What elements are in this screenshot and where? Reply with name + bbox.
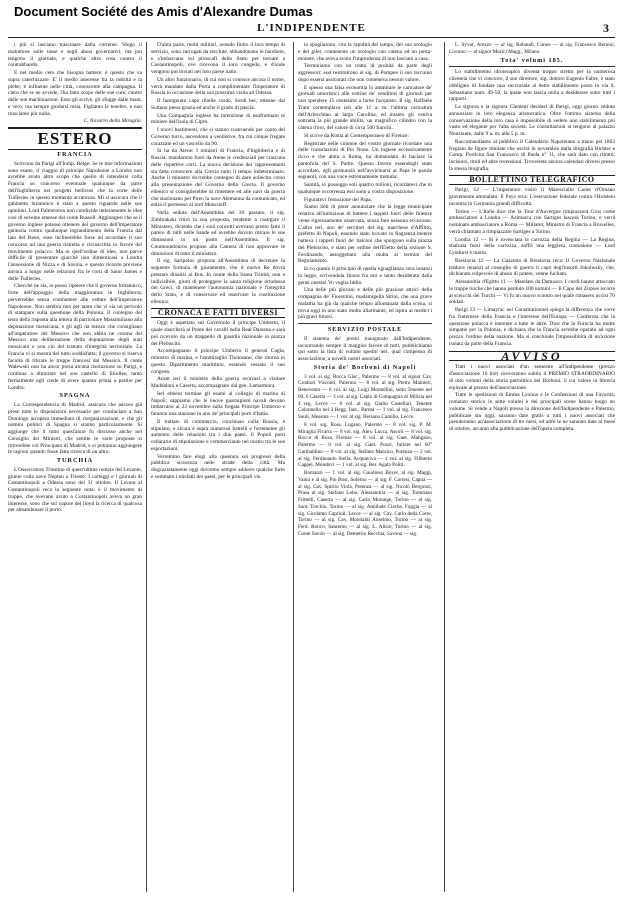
telegram-item: Breslavia 12 — La Gazzetta di Breslavia reca: Il Governo Nazionale traduce innanzi al consiglio di guerra il capo degl'insorti Jokolwsky, che, dichiarato colpevole di abuso di potere, venne fucilato.: [449, 257, 615, 278]
article-paragraph: Una delle più giovani e delle più graziose attrici della compagnia de' Fiorentini, madamigella Strini, che una grave malattia ha già da qualche tempo allontanata dalla scena, si trova oggi in uno stato molto allarmante, ed ispira ai medici i più gravi timori.: [298, 287, 432, 321]
divider: [449, 66, 615, 67]
article-paragraph: Lo stabilimento idroterapico diventa troppo stretto per la numerosa clientela che vi concorre, il suo direttore, sig. dottore Eugenio Fabre, è stato obbligato di fondare una succursale al detto stabilimento posto in via S. Sebastiano num. 49-50, la quale non lascia nulla a desiderare sotto tutti i rapporti.: [449, 69, 615, 103]
notice-paragraph: Tutti i nuovi associati d'un semestre all'Indipendente (prezzo d'associazione 16 lire) riceveranno subito il PREMIO STRAORDINARIO di otto volumi della storia patriottica dei Borboni, il cui valore in libreria equivale al prezzo dell'associazione.: [449, 364, 615, 391]
telegram-item: Alessandria d'Egitto 11 — Mandato da Damasco. I curdi hanno attaccato le truppe turche che hanno perduto 100 uomini — Il Capo del Zirpies iscorre ai sceicchi dei Turchi — Vi fu un nuovo scontro nel quale rimasero uccisi 70 soldati.: [449, 279, 615, 306]
article-paragraph: Avant ieri il ministro della guerra recavasi a visitare Maddaloni e Caserta, accompagnato dal gen. Lamarmora.: [151, 376, 285, 389]
article-paragraph: I nuovi bastimenti, che si stanno costruendo per conto del Governo turco, ascendono a ventinove, fra cui cinque fregate corazzate ed un vascello da 90.: [151, 127, 285, 147]
article-paragraph: Siamo lieti di poter annunziare che la legge municipale relativa all'inibizione di battere i tappeti fuori delle finestre viene rigorosamente osservata, senza fare nessuna eccezione. L'altro ieri, uno de' servitori del sig. marchese d'Afflitto, prefetto di Napoli, essendo stato trovato in flagranza mentre batteva i tappeti fuori de' balconi che sporgono sulla piazza del Plebiscito, è stato per ordine dell'Eletto della sezione S. Ferdinando, assoggettato alla multa ai termini del Regolamento.: [298, 204, 432, 265]
notice-paragraph: Tutte le spedizioni di Emma Lyonna e le Confessioni di una Favorita, romanzo storico in sette volumi e dei principali scene hanno luogo un volume. Si vende a Napoli presso la direzione dell'Indipendente e Palermo, pubblicate sin oggi, saranno date gratis a tutti i nuovi associati che prenderanno un'associazione di tre mesi, ed altre le ne saranno date al mese di ottobre, accanto alla pubblicazione dell'opera completa.: [449, 392, 615, 432]
column-divider: [146, 42, 147, 892]
section-heading-estero: ESTERO: [8, 127, 142, 150]
article-paragraph: Registrate nelle colonne del vostro giornale ricordare una delle consolazioni di Pio Nono. Un inglese eccessivamente ricco e che abita a Roma, ha domandato di baciare la pantofola del S. Padre. Questo favore essendogli stato accordato, egli pronunziò nell'avvicinarsi al Papa le parole seguenti, con una voce estremamente tremula:: [298, 140, 432, 181]
article-paragraph: Il trattato di commercio, conchiuso colla Russia, è stipulato, e sicura è sopra numerosi battelli e fortemente gli aumento delle relazioni tra i due paesi. Il Popoli porti cellarario di stipulazione e commerciante nel nostro tra le sue esportazioni.: [151, 418, 285, 452]
telegram-item: Torino — L'Italie dice che la Tour d'Auvergne rimpiazzerà Gros come ambasciatore a Londra — Azimarca con Sartiges lascerà Torino, e verrà nominato ambasciatore a Roma — Millaret, Ministro di Francia a Bruxelles, verrà chiamato a rimpiazzare Sartiges a Torino.: [449, 208, 615, 235]
article-paragraph: Il sistema de' premi inaugurato dall'Indipendente, incontrando sempre il maggior favore di tutti, pubblichiamo qui sotto la lista di volumi spediti ieri, qual compenso di associazione, a novelli nostri associati.: [298, 335, 432, 362]
subheading-turchia: TURCHIA: [56, 457, 94, 464]
article-paragraph: E spesso una falsa economia lo ammirare le caricature de' giornali umoristici alle vetrine de' venditori di giornali per non spendere 15 centesimi a farne l'acquisto. Il sig. Raffaele Trani contemplava ieri alle 11 a. m. l'ultima caricatura dell'Arlecchino al largo Carolina, ed intanto gli veniva sottratta la più grande abilità, un magnifico cilindro con la catena d'oro, del valore di circa 500 franchi.: [298, 84, 432, 131]
newspaper-title: L'INDIPENDENTE: [257, 22, 366, 34]
telegram-item: Parigi, 12 — L'imperatore visitò il Maresciallo Conte d'Ornano gravemente ammalato. Il Pays reca: L'esecuzione federale contro l'Holstein incontra in Germania grandi difficoltà.: [449, 187, 615, 207]
article-paragraph: La Correspondencia di Madrid, assicura che ancora già prese tutte le disposizioni necessarie per cominciare a San Domingo un'opera immediata di riorganizzazione, e che gli uomini politici di Spagna si stanno particolarmente. Si aggiunge che il tutto quest'anno fu discusso anche nel Consiglio dei Ministri, che sentite le varie proposte si ritirerebbe col Principato di Madrid, e si potranno aggiungere le ragioni quando fosse fatta ricerca di un altro.: [8, 402, 142, 456]
column-3: [298, 42, 432, 894]
header-rule: [8, 37, 615, 38]
page-number: 3: [603, 21, 609, 35]
article-paragraph: Terminiamo con un tratto di probità da parte degli aggressori: essi restituirono al sig. di Pompeo il suo taccuino dopo essersi assicurati che non conteneva nessun valore.: [298, 63, 432, 83]
section-heading-cronaca: CRONACA E FATTI DIVERSI: [151, 308, 285, 319]
divider: [298, 323, 432, 324]
article-paragraph: Il famigerato capo ribelle curdo, Sordi bei, ottenne dal Sultano piena grazia ed anche il grado di pascià.: [151, 98, 285, 111]
subheading-francia: FRANCIA: [57, 151, 93, 158]
article-paragraph: Oggi è aspettato sul Governolo il principe Umberto, il quale sbarcherà al Ponte dei cavalli nella Real Darsena e sarà poi ricevuto da un drappello di guardia nazionale in piazza del Plebiscito.: [151, 320, 285, 347]
column-4: [449, 42, 615, 894]
article-paragraph: Raccomandiamo al pubblico il Calendario Napoletano a mano pel 1863 fregiato de figure miniate che uscirà in novembre dalla litografia Richter e Comp. Porticita San Francesco di Paola n° 11, che sarà dato con ritratti, incisioni, titoli ed altre recensioni. Trovereste ancora calendari diversi presso la stessa litografia.: [449, 138, 615, 172]
telegram-item: Londra 12 — Si è rovesciata la carrozza della Regina — La Regina, sbalzata fuori della carrozza, soffrì una leggiera contusione — Lord Lyndurst è morto.: [449, 236, 615, 256]
article-paragraph: Si ha da Atene: I ministri di Francia, d'Inghilterra e di Russia, mandarono fuori da Atene le credenziali per ciascuna delle rispettive corti. La nuova decisione dei rappresentanti sia fatta conoscere alla Grecia tutto il tempo indeterminato. Anche il ministro dovrebbe contegno di dare sollecito corso alla presentazione del Governo della Grecia. Il governo ellenico si consiglierebbe di rimettere ed alle navi da guerra che stazionano pel Pireo la nave Alemanna da comunicato, ed entra il permesso al lord Moncrieff.: [151, 148, 285, 209]
article-paragraph: Nella seduta dell'Assemblea del 30 passato, il sig. Zimbrakaki ritirò la sua proposta, tendente a castigare il Ministero, dicendo che i suoi concetti avevano presto fatto il parere di tutti nelle bande ed avrebbe dovuto ritirare le sue dimissioni in un posto nell'Assemblea. Il sig. Coumoundouros propose alla Camera di non approvare le dimissioni di tutto il ministero.: [151, 210, 285, 257]
article-paragraph: Ecco questo il principio di quella uguaglianza vera innanzi la legge, scrivendola finora fra noi e tanto desiderata dalla gente onesta! Vo voglia Iddio.: [298, 266, 432, 286]
article-paragraph: La signora e la signora Clement desideri di Parigi, oggi giorno veduto annunziare in loro eleganza aristocratica. Oltre l'ottimo sistema della conservazione della loro casa è impossibile di vedere uno stabilimento più vasto ed elegante per l'alta società. Le consultazioni si tengono al palazzo Nunziante, dalle 9 a. m. alle 5 p. m.: [449, 104, 615, 137]
column-2: [151, 42, 285, 894]
article-paragraph: Un altro funzionario, di cui non si conosce ancora il nome, verrà mandato dalla Porta a complimentare l'imperatore di Russia in occasione della sua prossima visita ad Odessa.: [151, 76, 285, 97]
column-divider: [444, 42, 445, 892]
article-paragraph: Figuratevi l'emozione del Papa.: [304, 196, 373, 203]
article-paragraph: Checchè ne sia, io posso ripetere che il governo britannico, forte dell'appoggio della maggioranza in Inghilterra, perverrebbe senza combattere alle vedute dell'imperatore Napoleone. Non sembra non per tanto che vi sia un pericolo di stampare sulla questione della Polonia. Il contegno del testo della risposta alla lettera di particolare Massimiliano alla deputazione messicana, e gli agli da mezzo che consigliano all'imperatore del Messico che non abbia ne corona del Messico una deliberazione della deputazione degli stati messicani e non ciò del trattato d'integrità territoriale. La Francia vi si mostra del tutto soddisfatta; il governo si riserva facoltà di ritirare le truppe francesi dal Messico. Il conte Walewski non ha ancor presa alcuna risoluzione su Parigi, e continua a dimorare nel suo castello di Etiolles; tanto fermamente egli crede di avere quanto prima a partire per Londra.: [8, 283, 142, 391]
column-1: [8, 42, 142, 894]
article-paragraph: Il sig. Saripolos propone all'Assemblea di decretare la seguente formula di giuramento, che il nuovo Re dovrà prestare dinanzi ai Bus. In nome della Santa Trinità, non e indivisibile, giuro di proteggere la santa religione ortodossa dei Greci, di mantenere l'autonomia nazionale e l'integrità dello Stato, e di conservare ed osservare la costituzione ellenica.: [151, 258, 285, 305]
article-paragraph: Una Compagnia inglese ha intenzione di usufruttuare le miniere dell'isola di Cipro.: [151, 112, 285, 126]
total-volumes: Tota' volumi 185.: [500, 56, 564, 64]
shipment-list: Romanzi — 1 vol. al sig. Gaudioso Boyer, al sig. Maggi, Vanni e al sig. Pio Bosi, Solerno — al sig. F. Cortesi, Capua — al sig. Cav. Spirito Viola, Potenza — al sig. Nicolò Bergonzi, Prasa al sig. Stefano Lobo, Alessandria — al sig. Tommaso Frittelli, Caserta — al sig. Carlo Morange, Torino — al sig. Sant. Torchio, Torino — al sig. Annibale Ciorba, Foggia — al sig. Girolamo Caprioli, Lecce — al sig. Cav. Carlo della Corte, Torino — al sig. Cav. Mondaldi Anselmo, Torino — al sig. Ferd. Ronco, Sanremo — al sig. L. Alisio, Torino — al sig. Conte Savoir — al sig. Demetrio Recchia, Savona — sig.: [298, 470, 432, 537]
shipment-list: 8 vol. sig. Ross. Lugano, Palermo — 8 vol. sig. P. M. Miraglia Ficarra — 8 vol. sig. Alex. Lucca, Ascoli — 8 vol. sig. Rocco di Rosa, Firenze — 8 vol. al sig. Gaet. Mangano, Palermo — 8 vol. al sig. Gaet. Pozzi, furiere nel 60° Garibaldino — 8 vol. al sig. Stefano Marzico, Potenza — 2 vol. al sig. Ferdinando Stella, Acquaviva — 1 vol. al sig. Filiberto Cappei, Mondovì — 1 vol. al sig. Ber. Agata Politi.: [298, 421, 432, 469]
shipment-list: 3 vol. al sig. Rocca Giac., Palermo — 8 vol. al signor Cav. Crodiori Visconti, Palermo — 8 vol. al sig. Pietro Mainieri, Benevento — 8 vol. al sig. Luigi Montellini, sotto Tenente nel 60, 6 Caserta — 3 vol. al sig. Caplo di Compagnia di Milizia nel 4 reg. Lecce — 8 vol. al sig. Giulio Castellari, Tenente Colonnello nel 3 Regg. fant., Parma — 1 vol. al sig. Francesco Sauli, Messina — 1 vol. al sig. Bersano Camillo, Lecce.: [298, 373, 432, 420]
article-paragraph: i più si lasciano trascinare dalla corrente. Sfogo il malumore sulle tasse e sugli abusi governativi, ma poi tengono il giornale, e qualche altra cosa contro il contrabbando.: [8, 42, 142, 69]
section-heading-bollettino: BOLLETTINO TELEGRAFICO: [449, 175, 615, 186]
author-signature: C. Navarro della Miraglia.: [83, 118, 142, 125]
article-paragraph: Accompagnano il principe Umberto il general Cugia, ministro di marina, e l'ammiraglio Tholosano, che ritorna in questo Dipartimento marittimo, essendo cessato il suo congedo.: [151, 348, 285, 375]
section-heading-servizio-postale: SERVIZIO POSTALE: [327, 327, 403, 333]
subheading-spagna: SPAGNA: [59, 392, 91, 400]
article-paragraph: Verremmo fare elogi alla questura sui progressi della pubblica sicurezza nelle strade della città. Ma disgraziatamente oggi dovremo sempre addurre qualche furto e sommare i misfatti dei paesi, per le principali vie.: [151, 453, 285, 480]
column-divider: [293, 42, 294, 892]
article-paragraph: Si scrive da Roma al Contemporaneo di Firenze:: [304, 132, 409, 139]
article-paragraph: D'altra parte, molti militari, avendo finito il loro tempo di servizio, sono surrogati da recclute, abbandonano le bandiere, e s'imbarcano sui piroscafi dello Stato per tornare a Costantinopoli, ove ricevono il loro congedo, e d'onde vengono poi inviati nei loro paese natio.: [151, 42, 285, 75]
subheading-storia-borboni: Storia de' Borboni di Napoli: [313, 363, 417, 371]
article-paragraph: lo spogliarono, con la rapidità del lampo, del suo orologio e del gilet, contenente un orologio con catena ed un porta-monete, che aveva avuto l'imprudenza di non lasciare a casa.: [298, 42, 432, 62]
article-paragraph: Scrivono da Parigi all'Indip. Belge: Se le mie informazioni sono esatte, il viaggio di principe Napoleone a Londra non avrebbe avuto altro scopo che quello di intendersi colla Francia su concorso eventuale qualunque da parte dell'Inghilterra nei progetti bellicosi che la corte delle Tuilleries in questo momento accarezza. Mi si assicura che il gabinetto britannico è stato a questo riguardo nelle sue opinioni. Lord Palmerston non condivide intieramente le idee così di sovente emesse dal conte Russell. Aggiungesi che se il governo inglese potesse ottenere del governo dell'imperatore garanzia contro qualunque ingrandimento della Francia dal lato del Reno, esso inclinerebbe forse ad accordare il suo concorso ad una guerra ristretta e circoscritta in favore del movimento polacco. Ma in quell'ordine di idee, non parve difficile di presentare giacchè non dimenticasi a Londra l'annessione di Nizza e di Savoia, e questo ricordo previene ancora a lungo nelle relazioni fra le corti di Saint James e delle Tuilleries.: [8, 160, 142, 282]
telegram-item: Parigi 13 — Limayrac nel Constitutionnel spiega la differenza che corre fra l'interesse della Francia e l'interesse dell'Europa — Conferma che la questione polacca è inerente a tutte le altre. Dice che la Francia ha molte simpatie per la Polonia, e dichiara che la Francia avrebbe operato ad ogni prezzo l'ordine della nazione. Ma si conchiude l'impossibilità di un'azione isolata da parte della Francia.: [449, 307, 615, 347]
shipment-list: L. Syvot, Arezzo — al sig. Robaudi, Cuneo — al sig. Francesco Bernini, Livorno — al signor Morici Magg., Milano.: [449, 42, 615, 55]
article-paragraph: E nel medio ceto che bisogna battere; è questo che va sopra catechizzare. E' il medio interesse fra la nobiltà e la plebe; è influente nelle città, conoscente alla campagna. Il clero che se ne avvede, l'ha fatto scopo delle sue cure; contro delle sue machinazioni. Esso gli scrive, gli sfugge dalle mani, e vero; ma sempre guidarsi resta. Figliamo le tenebre, e non riusciamo più nulla.: [8, 70, 142, 117]
watermark: Document Société des Amis d'Alexandre Dumas: [14, 4, 313, 19]
section-heading-avviso: AVVISO: [449, 351, 615, 362]
article-paragraph: Santità, io posseggo soli quattro milioni, ricordatevi che in qualunque occorrenza essi sono a vostra disposizione.: [298, 182, 432, 195]
article-paragraph: Ieri ebbero termine gli esami al collegio di marina di Napoli; sappiamo che le nuove guarnigioni navali devono imbarcarsi al 23 novembre sulla fregata Principe Umberto e faranno una stazione in uno de' principali porti d'Italia.: [151, 390, 285, 417]
article-paragraph: L'Osservatore Triestino di quest'ultime notizie del Levante, giunte colla nave Neptun a Trieste: I carteggi e i giornali di Costantinopoli a Odessa sono del 31 ottobre. Il Levant al Costantinopoli reca la seguente nota: è il movimento di truppe, che avevano avuto a Costantinopoli aveva un gran interesse, sono che sul vapore del lloyd la ricerca di qualcosa per abbandonare il porto.: [8, 466, 142, 514]
